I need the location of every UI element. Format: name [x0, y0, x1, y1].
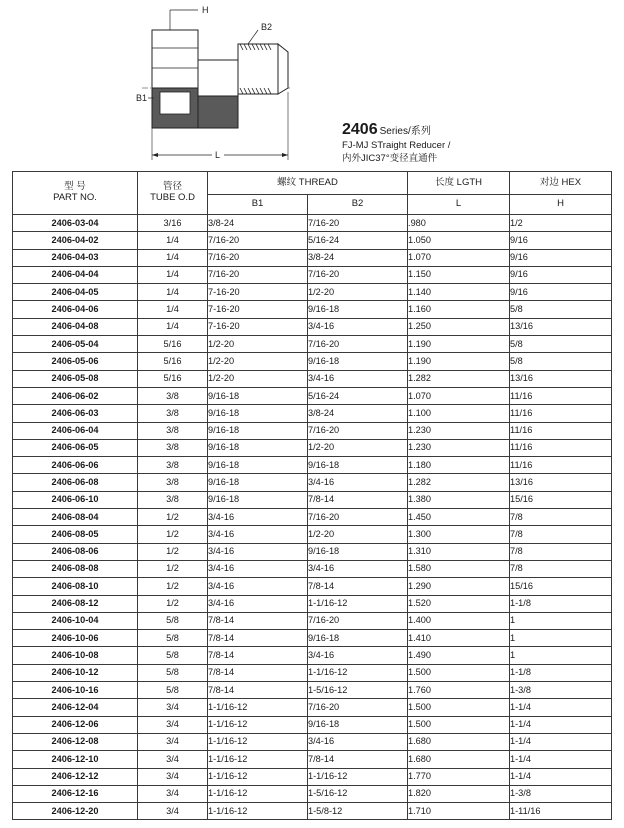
cell-length: 1.070: [408, 387, 510, 404]
cell-length: 1.230: [408, 439, 510, 456]
cell-length: 1.140: [408, 284, 510, 301]
cell-tube-od: 5/8: [138, 664, 208, 681]
cell-part-no: 2406-06-04: [13, 422, 138, 439]
table-row: [13, 682, 612, 699]
cell-length: 1.282: [408, 474, 510, 491]
fitting-cross-section-diagram: [130, 0, 310, 168]
cell-tube-od: 3/4: [138, 716, 208, 733]
cell-length: 1.180: [408, 457, 510, 474]
cell-tube-od: 1/4: [138, 232, 208, 249]
table-row: [13, 664, 612, 681]
cell-hex: 7/8: [510, 543, 612, 560]
cell-hex: 11/16: [510, 439, 612, 456]
cell-length: 1.500: [408, 699, 510, 716]
cell-b2: 1-5/16-12: [308, 785, 408, 802]
cell-length: 1.680: [408, 733, 510, 750]
label-h: H: [202, 5, 209, 15]
cell-hex: 1-1/4: [510, 751, 612, 768]
header-h: H: [510, 195, 612, 215]
cell-part-no: 2406-08-10: [13, 578, 138, 595]
table-row: [13, 768, 612, 785]
cell-b2: 9/16-18: [308, 630, 408, 647]
table-row: [13, 215, 612, 232]
table-row: [13, 474, 612, 491]
cell-tube-od: 3/8: [138, 405, 208, 422]
table-row: [13, 699, 612, 716]
table-row: [13, 803, 612, 820]
cell-b2: 3/8-24: [308, 405, 408, 422]
cell-b1: 7-16-20: [208, 284, 308, 301]
cell-b2: 1/2-20: [308, 284, 408, 301]
cell-tube-od: 1/4: [138, 301, 208, 318]
cell-b1: 9/16-18: [208, 474, 308, 491]
cell-hex: 9/16: [510, 284, 612, 301]
cell-b1: 1-1/16-12: [208, 785, 308, 802]
cell-part-no: 2406-06-05: [13, 439, 138, 456]
cell-b2: 9/16-18: [308, 457, 408, 474]
table-row: [13, 336, 612, 353]
cell-part-no: 2406-08-08: [13, 560, 138, 577]
cell-part-no: 2406-04-06: [13, 301, 138, 318]
table-row: [13, 491, 612, 508]
cell-tube-od: 1/2: [138, 543, 208, 560]
table-row: [13, 249, 612, 266]
cell-tube-od: 5/8: [138, 630, 208, 647]
table-row: [13, 387, 612, 404]
cell-b1: 3/4-16: [208, 560, 308, 577]
cell-b2: 9/16-18: [308, 353, 408, 370]
cell-b1: 9/16-18: [208, 405, 308, 422]
cell-length: 1.050: [408, 232, 510, 249]
cell-b2: 1-1/16-12: [308, 768, 408, 785]
series-word: Series/系列: [379, 126, 431, 137]
table-row: [13, 733, 612, 750]
cell-tube-od: 1/2: [138, 595, 208, 612]
cell-tube-od: 3/16: [138, 215, 208, 232]
cell-b1: 7/8-14: [208, 630, 308, 647]
cell-b2: 7/16-20: [308, 422, 408, 439]
header-part-no: [13, 172, 138, 215]
cell-part-no: 2406-04-02: [13, 232, 138, 249]
header-l: L: [408, 195, 510, 215]
cell-b1: 1/2-20: [208, 370, 308, 387]
cell-part-no: 2406-04-05: [13, 284, 138, 301]
label-b1: B1: [136, 93, 148, 103]
cell-tube-od: 1/2: [138, 578, 208, 595]
cell-length: 1.290: [408, 578, 510, 595]
cell-b1: 3/4-16: [208, 526, 308, 543]
cell-tube-od: 1/4: [138, 266, 208, 283]
cell-b1: 7/8-14: [208, 647, 308, 664]
table-row: [13, 630, 612, 647]
cell-b1: 9/16-18: [208, 439, 308, 456]
cell-length: 1.150: [408, 266, 510, 283]
cell-hex: 9/16: [510, 266, 612, 283]
cell-part-no: 2406-12-20: [13, 803, 138, 820]
cell-b2: 3/4-16: [308, 318, 408, 335]
cell-part-no: 2406-10-04: [13, 612, 138, 629]
cell-length: 1.100: [408, 405, 510, 422]
cell-b2: 7/16-20: [308, 215, 408, 232]
cell-tube-od: 1/4: [138, 284, 208, 301]
spec-table-header: [13, 172, 612, 215]
cell-b1: 1-1/16-12: [208, 716, 308, 733]
table-row: [13, 439, 612, 456]
cell-hex: 1-1/8: [510, 664, 612, 681]
cell-b1: 1/2-20: [208, 353, 308, 370]
cell-b2: 7/16-20: [308, 266, 408, 283]
header-part-no-cn: 型 号: [64, 181, 86, 193]
table-row: [13, 370, 612, 387]
cell-length: 1.490: [408, 647, 510, 664]
cell-b1: 7-16-20: [208, 318, 308, 335]
series-name-en: FJ-MJ STraight Reducer /: [342, 140, 451, 152]
label-l: L: [215, 150, 221, 160]
cell-length: 1.282: [408, 370, 510, 387]
cell-part-no: 2406-06-08: [13, 474, 138, 491]
cell-b2: 7/8-14: [308, 751, 408, 768]
cell-tube-od: 3/4: [138, 803, 208, 820]
series-name-cn: 内外JIC37°变径直通件: [342, 152, 438, 164]
cell-tube-od: 1/2: [138, 560, 208, 577]
cell-tube-od: 3/8: [138, 457, 208, 474]
cell-part-no: 2406-08-05: [13, 526, 138, 543]
cell-length: 1.190: [408, 336, 510, 353]
cell-b1: 1/2-20: [208, 336, 308, 353]
table-row: [13, 751, 612, 768]
cell-tube-od: 5/16: [138, 370, 208, 387]
cell-hex: 1-3/8: [510, 785, 612, 802]
series-number: 2406: [342, 121, 378, 138]
table-row: [13, 595, 612, 612]
cell-b2: 7/8-14: [308, 578, 408, 595]
cell-part-no: 2406-05-06: [13, 353, 138, 370]
cell-part-no: 2406-04-08: [13, 318, 138, 335]
cell-tube-od: 5/8: [138, 612, 208, 629]
cell-b1: 7/8-14: [208, 682, 308, 699]
cell-hex: 1: [510, 647, 612, 664]
header-hex: 对边 HEX: [510, 172, 612, 195]
cell-part-no: 2406-06-10: [13, 491, 138, 508]
cell-tube-od: 3/8: [138, 491, 208, 508]
cell-b1: 1-1/16-12: [208, 803, 308, 820]
cell-hex: 13/16: [510, 370, 612, 387]
table-row: [13, 612, 612, 629]
cell-b1: 3/4-16: [208, 509, 308, 526]
header-b2: B2: [308, 195, 408, 215]
table-row: [13, 543, 612, 560]
cell-b1: 3/4-16: [208, 578, 308, 595]
cell-tube-od: 3/4: [138, 733, 208, 750]
cell-length: 1.580: [408, 560, 510, 577]
cell-part-no: 2406-04-03: [13, 249, 138, 266]
cell-b2: 7/8-14: [308, 491, 408, 508]
cell-part-no: 2406-03-04: [13, 215, 138, 232]
cell-b2: 9/16-18: [308, 716, 408, 733]
table-row: [13, 578, 612, 595]
cell-hex: 1-1/4: [510, 733, 612, 750]
cell-hex: 13/16: [510, 474, 612, 491]
cell-part-no: 2406-05-08: [13, 370, 138, 387]
header-tube-od: [138, 172, 208, 215]
cell-b2: 9/16-18: [308, 301, 408, 318]
cell-tube-od: 3/4: [138, 768, 208, 785]
cell-b1: 9/16-18: [208, 457, 308, 474]
table-row: [13, 284, 612, 301]
cell-b1: 1-1/16-12: [208, 733, 308, 750]
cell-hex: 1-1/4: [510, 699, 612, 716]
cell-hex: 1/2: [510, 215, 612, 232]
cell-b2: 9/16-18: [308, 543, 408, 560]
cell-length: 1.770: [408, 768, 510, 785]
cell-length: 1.230: [408, 422, 510, 439]
table-row: [13, 232, 612, 249]
cell-part-no: 2406-10-16: [13, 682, 138, 699]
cell-part-no: 2406-06-02: [13, 387, 138, 404]
cell-part-no: 2406-10-06: [13, 630, 138, 647]
cell-tube-od: 5/8: [138, 682, 208, 699]
cell-b2: 7/16-20: [308, 336, 408, 353]
table-row: [13, 509, 612, 526]
cell-b1: 7/8-14: [208, 612, 308, 629]
header-length: 长度 LGTH: [408, 172, 510, 195]
cell-hex: 11/16: [510, 457, 612, 474]
cell-part-no: 2406-04-04: [13, 266, 138, 283]
cell-b1: 3/4-16: [208, 595, 308, 612]
cell-part-no: 2406-12-08: [13, 733, 138, 750]
cell-length: 1.450: [408, 509, 510, 526]
cell-tube-od: 3/8: [138, 387, 208, 404]
cell-b2: 5/16-24: [308, 232, 408, 249]
table-row: [13, 318, 612, 335]
cell-tube-od: 3/8: [138, 474, 208, 491]
cell-b2: 1-1/16-12: [308, 595, 408, 612]
table-row: [13, 353, 612, 370]
header-tube-od-cn: 管径: [162, 181, 182, 193]
cell-b2: 7/16-20: [308, 509, 408, 526]
cell-part-no: 2406-10-12: [13, 664, 138, 681]
fitting-drawing: [130, 0, 310, 168]
cell-b1: 1-1/16-12: [208, 751, 308, 768]
cell-length: 1.410: [408, 630, 510, 647]
cell-b2: 3/4-16: [308, 370, 408, 387]
cell-length: 1.160: [408, 301, 510, 318]
cell-part-no: 2406-12-04: [13, 699, 138, 716]
series-title-block: [342, 120, 450, 164]
cell-hex: 11/16: [510, 405, 612, 422]
cell-hex: 9/16: [510, 249, 612, 266]
cell-b1: 7/8-14: [208, 664, 308, 681]
header-tube-od-en: TUBE O.D: [150, 192, 195, 203]
header-b1: B1: [208, 195, 308, 215]
cell-length: 1.400: [408, 612, 510, 629]
spec-table-body: [13, 215, 612, 820]
cell-part-no: 2406-12-10: [13, 751, 138, 768]
cell-hex: 1: [510, 612, 612, 629]
cell-tube-od: 5/8: [138, 647, 208, 664]
cell-tube-od: 3/8: [138, 422, 208, 439]
cell-b2: 3/4-16: [308, 474, 408, 491]
table-row: [13, 647, 612, 664]
cell-hex: 15/16: [510, 491, 612, 508]
cell-b2: 1/2-20: [308, 439, 408, 456]
cell-b2: 3/8-24: [308, 249, 408, 266]
cell-length: 1.760: [408, 682, 510, 699]
cell-hex: 7/8: [510, 560, 612, 577]
cell-part-no: 2406-12-06: [13, 716, 138, 733]
cell-tube-od: 5/16: [138, 353, 208, 370]
cell-part-no: 2406-05-04: [13, 336, 138, 353]
cell-hex: 1-1/4: [510, 716, 612, 733]
table-row: [13, 526, 612, 543]
cell-part-no: 2406-10-08: [13, 647, 138, 664]
cell-tube-od: 3/8: [138, 439, 208, 456]
cell-b2: 3/4-16: [308, 647, 408, 664]
cell-part-no: 2406-06-06: [13, 457, 138, 474]
cell-b2: 3/4-16: [308, 733, 408, 750]
cell-part-no: 2406-08-06: [13, 543, 138, 560]
cell-length: 1.250: [408, 318, 510, 335]
cell-b1: 7/16-20: [208, 249, 308, 266]
cell-hex: 1-11/16: [510, 803, 612, 820]
table-row: [13, 560, 612, 577]
cell-b1: 9/16-18: [208, 422, 308, 439]
cell-b2: 1-5/16-12: [308, 682, 408, 699]
cell-part-no: 2406-06-03: [13, 405, 138, 422]
cell-part-no: 2406-08-12: [13, 595, 138, 612]
table-row: [13, 301, 612, 318]
table-row: [13, 405, 612, 422]
cell-tube-od: 1/4: [138, 318, 208, 335]
cell-length: 1.500: [408, 716, 510, 733]
cell-hex: 5/8: [510, 336, 612, 353]
cell-b2: 5/16-24: [308, 387, 408, 404]
cell-b2: 3/4-16: [308, 560, 408, 577]
cell-length: 1.820: [408, 785, 510, 802]
table-row: [13, 457, 612, 474]
cell-b1: 1-1/16-12: [208, 699, 308, 716]
cell-b1: 1-1/16-12: [208, 768, 308, 785]
cell-length: 1.310: [408, 543, 510, 560]
cell-hex: 1-1/8: [510, 595, 612, 612]
cell-hex: 5/8: [510, 353, 612, 370]
cell-hex: 5/8: [510, 301, 612, 318]
cell-hex: 1: [510, 630, 612, 647]
cell-tube-od: 3/4: [138, 785, 208, 802]
cell-hex: 7/8: [510, 526, 612, 543]
header-thread: 螺纹 THREAD: [208, 172, 408, 195]
cell-tube-od: 5/16: [138, 336, 208, 353]
cell-b1: 9/16-18: [208, 387, 308, 404]
cell-hex: 11/16: [510, 387, 612, 404]
cell-tube-od: 3/4: [138, 751, 208, 768]
cell-length: 1.380: [408, 491, 510, 508]
table-row: [13, 422, 612, 439]
cell-hex: 11/16: [510, 422, 612, 439]
cell-hex: 15/16: [510, 578, 612, 595]
cell-length: 1.500: [408, 664, 510, 681]
label-b2: B2: [261, 22, 273, 32]
cell-b2: 1/2-20: [308, 526, 408, 543]
cell-tube-od: 3/4: [138, 699, 208, 716]
cell-length: 1.190: [408, 353, 510, 370]
cell-b1: 9/16-18: [208, 491, 308, 508]
cell-hex: 13/16: [510, 318, 612, 335]
cell-b1: 7/16-20: [208, 232, 308, 249]
cell-length: 1.710: [408, 803, 510, 820]
cell-part-no: 2406-08-04: [13, 509, 138, 526]
cell-b2: 1-1/16-12: [308, 664, 408, 681]
cell-hex: 1-1/4: [510, 768, 612, 785]
cell-b1: 3/4-16: [208, 543, 308, 560]
cell-length: 1.300: [408, 526, 510, 543]
cell-length: 1.070: [408, 249, 510, 266]
cell-b2: 7/16-20: [308, 612, 408, 629]
cell-tube-od: 1/2: [138, 526, 208, 543]
cell-length: .980: [408, 215, 510, 232]
table-row: [13, 785, 612, 802]
table-row: [13, 266, 612, 283]
header-part-no-en: PART NO.: [53, 192, 97, 203]
spec-table: [12, 171, 612, 820]
cell-hex: 1-3/8: [510, 682, 612, 699]
cell-part-no: 2406-12-16: [13, 785, 138, 802]
cell-tube-od: 1/4: [138, 249, 208, 266]
cell-tube-od: 1/2: [138, 509, 208, 526]
cell-part-no: 2406-12-12: [13, 768, 138, 785]
cell-b2: 1-5/8-12: [308, 803, 408, 820]
cell-hex: 7/8: [510, 509, 612, 526]
cell-hex: 9/16: [510, 232, 612, 249]
cell-b2: 7/16-20: [308, 699, 408, 716]
cell-length: 1.520: [408, 595, 510, 612]
cell-b1: 3/8-24: [208, 215, 308, 232]
cell-length: 1.680: [408, 751, 510, 768]
series-heading: [342, 120, 450, 139]
cell-b1: 7-16-20: [208, 301, 308, 318]
table-row: [13, 716, 612, 733]
cell-b1: 7/16-20: [208, 266, 308, 283]
